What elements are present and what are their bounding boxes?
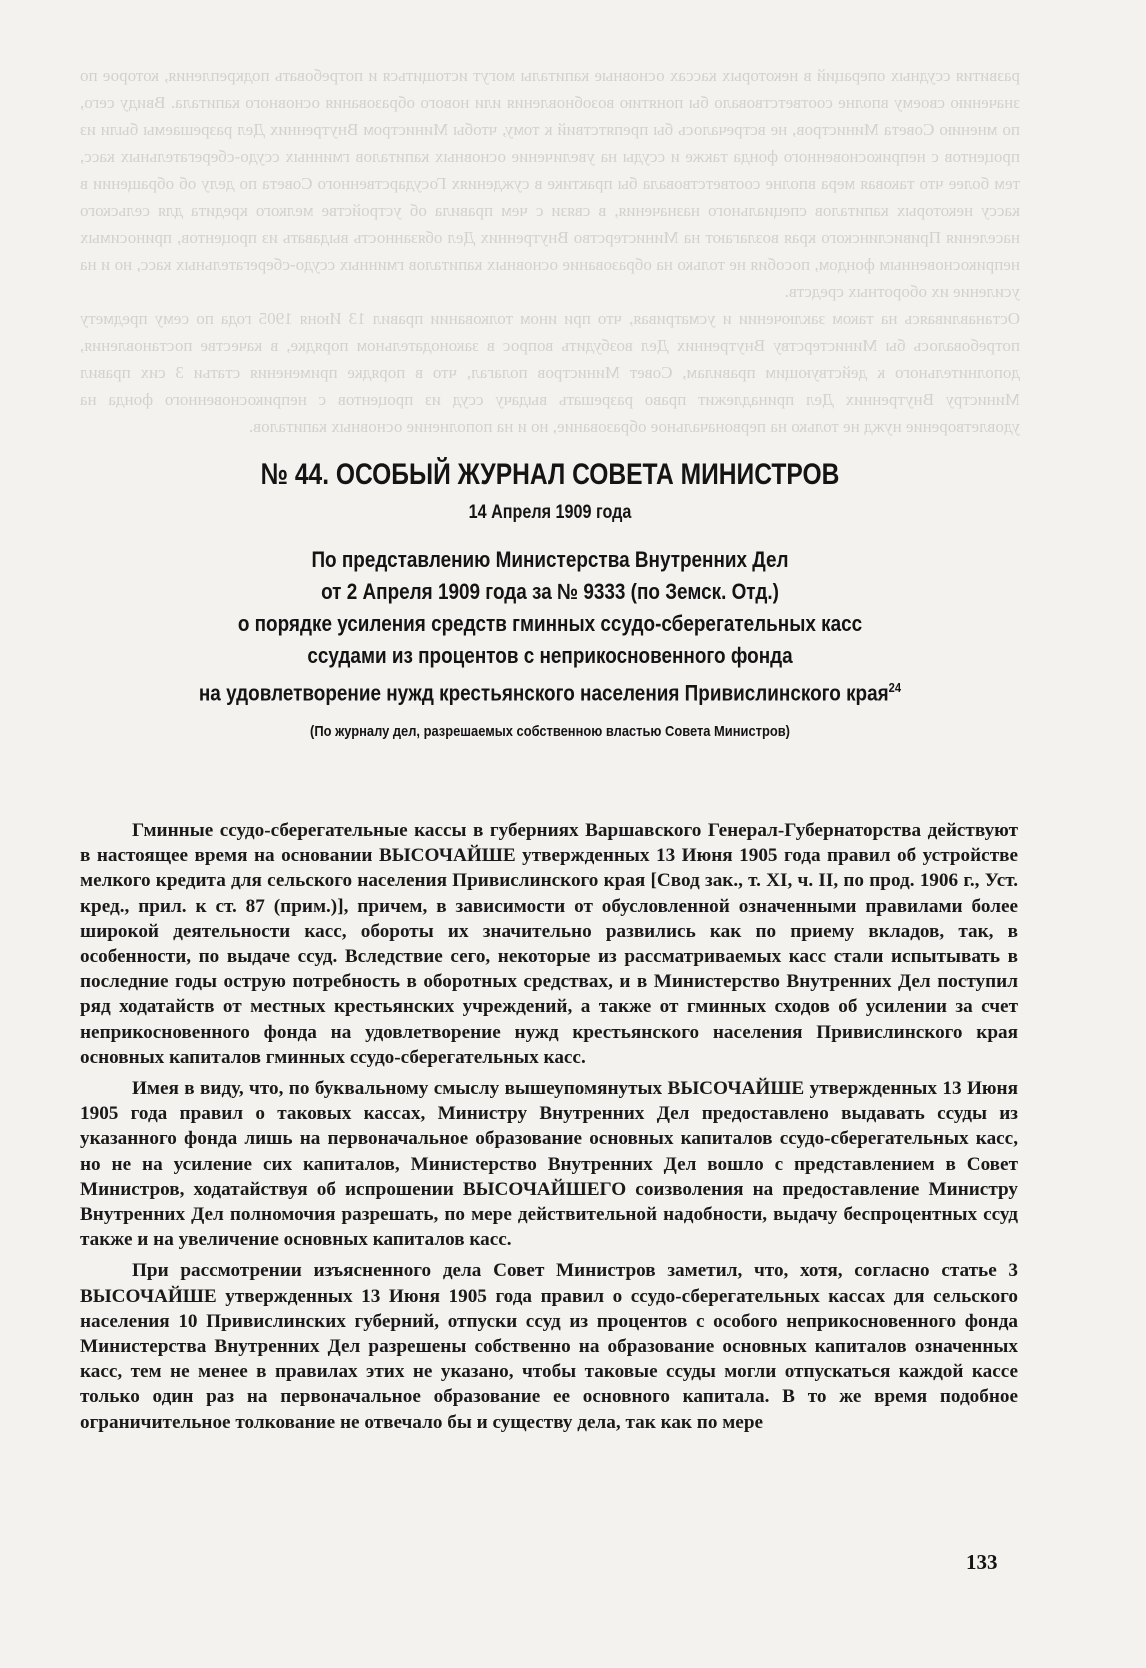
subject-line: от 2 Апреля 1909 года за № 9333 (по Земск. Отд.) <box>321 579 779 604</box>
document-body <box>80 818 1018 1441</box>
subject-line: на удовлетворение нужд крестьянского населения Привислинского края <box>198 680 889 706</box>
subject-line: По представлению Министерства Внутренних Дел <box>311 547 789 572</box>
footnote-reference: 24 <box>888 680 902 695</box>
body-paragraph: При рассмотрении изъясненного дела Совет Министров заметил, что, хотя, согласно статье 3 ВЫСОЧАЙШЕ утвержденных 13 Июня 1905 года правил о ссудо-сберегательных кассах для сельского населения 10 Привислинских губерний, отпуски ссуд из процентов с особого неприкосновенного фонда Министерства Внутренних Дел разрешены собственно на образование основных капиталов означенных касс, тем не менее в правилах этих не указано, чтобы таковые ссуды могли отпускаться каждой кассе только один раз на первоначальное образование ее основного капитала. В то же время подобное ограничительное толкование не отвечало бы и существу дела, так как по мере <box>80 1260 1018 1433</box>
subject-line: ссудами из процентов с неприкосновенного фонда <box>307 643 793 668</box>
subject-line-last <box>146 672 954 709</box>
journal-title: № 44. ОСОБЫЙ ЖУРНАЛ СОВЕТА МИНИСТРОВ <box>260 458 840 491</box>
journal-source-note: (По журналу дел, разрешаемых собственною властью Совета Министров) <box>310 723 790 741</box>
document-header <box>80 458 1020 740</box>
body-paragraph: Имея в виду, что, по буквальному смыслу вышеупомянутых ВЫСОЧАЙШЕ утвержденных 13 Июня 1905 года правил о таковых кассах, Министру Внутренних Дел предоставлено выдавать ссуды из указанного фонда лишь на первоначальное образование основных капиталов ссудо-сберегательных касс, но не на усиление сих капиталов, Министерство Внутренних Дел вошло с представлением в Совет Министров, ходатайствуя об испрошении ВЫСОЧАЙШЕГО соизволения на предоставление Министру Внутренних Дел полномочия разрешать, по мере действительной надобности, выдачу беспроцентных ссуд также и на увеличение основных капиталов касс. <box>80 1078 1018 1251</box>
bleed-through-text: развития ссудных операций в некоторых кассах основные капиталы могут истощиться и потребовать подкрепления, которое по значению своему вполне соответствовало бы понятию возобновления или нового образования основного капитала. Ввиду сего, по мнению Совета Министров, не встречалось бы препятствий к тому, чтобы Министром Внутренних Дел разрешаемы были из процентов с неприкосновенного фонда также и ссуды на увеличение основных капиталов гминных ссудо-сберегательных касс, тем более что таковая мера вполне соответствовала бы практике в суждениях Государственного Совета по делу об обращении в кассу некоторых капиталов специального назначения, в связи с чем правила об устройстве мелкого кредита для сельского населения Привислинского края возлагают на Министерство Внутренних Дел обязанность выдавать из процентов, приносимых неприкосновенным фондом, пособия не только на образование основных капиталов гминных ссудо-сберегательных касс, но и на усиление их оборотных средств. Останавливаясь на таком заключении и усматривая, что при ином толковании правил 13 Июня 1905 года по сему предмету потребовалось бы Министерству Внутренних Дел возбудить вопрос в законодательном порядке, в качестве постановления, дополнительного к действующим правилам, Совет Министров полагал, что в порядке применения статьи 3 сих правил Министру Внутренних Дел принадлежит право разрешать выдачу ссуд из процентов с неприкосновенного фонда на удовлетворение нужд не только на первоначальное образование, но и на пополнение основных капиталов. <box>80 66 1020 436</box>
subject-line: о порядке усиления средств гминных ссудо-сберегательных касс <box>237 611 863 636</box>
page-number: 133 <box>966 1550 998 1574</box>
journal-subject <box>146 544 954 709</box>
body-paragraph: Гминные ссудо-сберегательные кассы в губерниях Варшавского Генерал-Губернаторства действуют в настоящее время на основании ВЫСОЧАЙШЕ утвержденных 13 Июня 1905 года правил об устройстве мелкого кредита для сельского населения Привислинского края [Свод зак., т. XI, ч. II, по прод. 1906 г., Уст. кред., прил. к ст. 87 (прим.)], причем, в зависимости от обусловленной означенными правилами более широкой деятельности касс, обороты их значительно развились как по приему вкладов, так, в особенности, по выдаче ссуд. Вследствие сего, некоторые из рассматриваемых касс стали испытывать в последние годы острую потребность в оборотных средствах, и в Министерство Внутренних Дел поступил ряд ходатайств от местных крестьянских учреждений, а также от гминных сходов об усилении за счет неприкосновенного фонда на удовлетворение нужд крестьянского населения Привислинского края основных капиталов гминных ссудо-сберегательных касс. <box>80 820 1018 1068</box>
journal-date: 14 Апреля 1909 года <box>468 502 632 523</box>
